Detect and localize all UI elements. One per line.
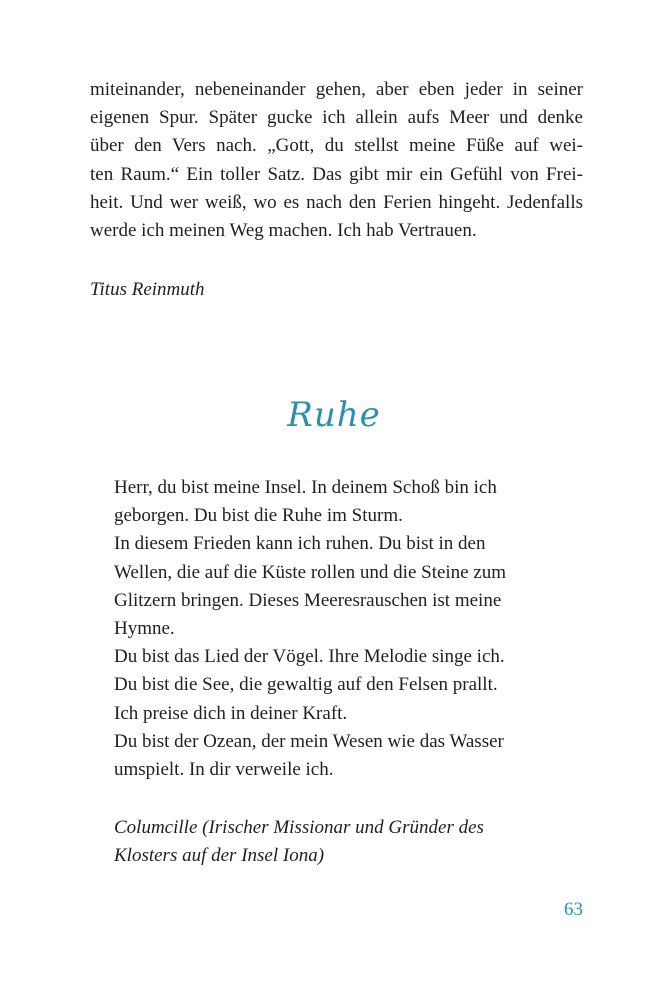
prose-author: Titus Reinmuth: [90, 279, 205, 300]
poem-line: Wellen, die auf die Küste rollen und die Steine zum: [114, 561, 507, 583]
poem-line: Hymne.: [114, 618, 175, 640]
prose-line: über den Vers nach. „Gott, du stellst meine Füße auf wei-: [90, 135, 583, 157]
poem-line: geborgen. Du bist die Ruhe im Sturm.: [114, 505, 403, 527]
prose-line: ten Raum.“ Ein toller Satz. Das gibt mir ein Gefühl von Frei-: [90, 163, 583, 185]
poem-line: Herr, du bist meine Insel. In deinem Schoß bin ich: [114, 477, 497, 498]
page-number: 63: [564, 899, 583, 920]
poem-author-line: Columcille (Irischer Missionar und Gründer des: [114, 817, 484, 838]
poem-line: Du bist der Ozean, der mein Wesen wie das Wasser: [114, 730, 504, 752]
poem-line: Glitzern bringen. Dieses Meeresrauschen ist meine: [114, 589, 502, 611]
prose-line: heit. Und wer weiß, wo es nach den Ferien hingeht. Jedenfalls: [90, 191, 583, 213]
poem-line: Du bist das Lied der Vögel. Ihre Melodie singe ich.: [114, 646, 505, 668]
prose-line: miteinander, nebeneinander gehen, aber eben jeder in seiner: [90, 79, 583, 100]
poem-line: umspielt. In dir verweile ich.: [114, 759, 334, 781]
prose-line: eigenen Spur. Später gucke ich allein aufs Meer und denke: [90, 107, 583, 129]
poem: [114, 474, 584, 784]
poem-line: In diesem Frieden kann ich ruhen. Du bist in den: [114, 533, 486, 555]
poem-line: Ich preise dich in deiner Kraft.: [114, 702, 348, 724]
section-title: Ruhe: [287, 395, 381, 435]
prose-paragraph: [90, 76, 583, 245]
poem-line: Du bist die See, die gewaltig auf den Felsen prallt.: [114, 674, 498, 696]
poem-author-line: Klosters auf der Insel Iona): [114, 845, 325, 867]
poem-author: [114, 814, 484, 870]
prose-line: werde ich meinen Weg machen. Ich hab Vertrauen.: [90, 220, 477, 242]
